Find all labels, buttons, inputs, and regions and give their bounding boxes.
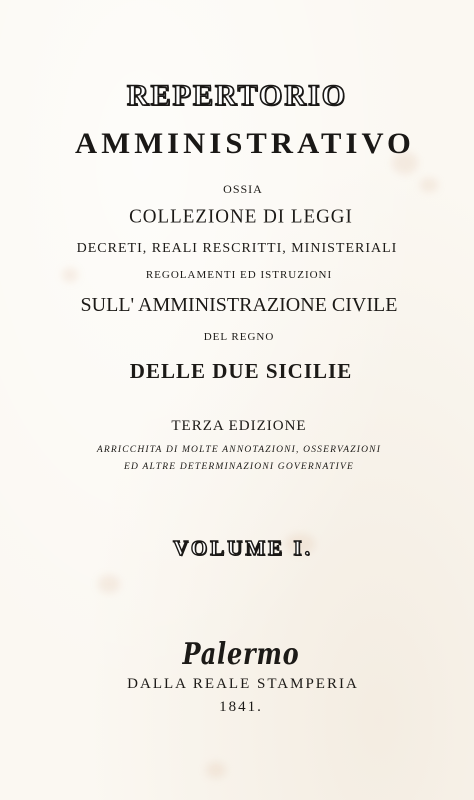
imprint-printer: DALLA REALE STAMPERIA	[127, 676, 359, 692]
subtitle-collezione: COLLEZIONE DI LEGGI	[129, 205, 353, 228]
subtitle-del-regno: DEL REGNO	[203, 331, 275, 343]
edition-note-line-1: ARRICCHITA DI MOLTE ANNOTAZIONI, OSSERVAZIONI	[96, 445, 382, 455]
foxing-stain	[98, 575, 120, 593]
title-line-2: AMMINISTRATIVO	[75, 127, 415, 160]
ossia-text: OSSIA	[223, 182, 263, 196]
subtitle-amministrazione: SULL' AMMINISTRAZIONE CIVILE	[80, 294, 398, 316]
subtitle-decreti: DECRETI, REALI RESCRITTI, MINISTERIALI	[76, 241, 398, 256]
imprint-place: Palermo	[182, 637, 300, 672]
edition-note-line-2: ED ALTRE DETERMINAZIONI GOVERNATIVE	[124, 462, 354, 472]
title-line-1: REPERTORIO	[126, 79, 348, 112]
foxing-stain	[206, 762, 226, 778]
imprint-year: 1841.	[219, 699, 263, 715]
volume-label: VOLUME I.	[173, 536, 313, 560]
subtitle-due-sicilie: DELLE DUE SICILIE	[129, 359, 353, 383]
edition-text: TERZA EDIZIONE	[171, 418, 307, 434]
subtitle-regolamenti: REGOLAMENTI ED ISTRUZIONI	[145, 269, 333, 281]
